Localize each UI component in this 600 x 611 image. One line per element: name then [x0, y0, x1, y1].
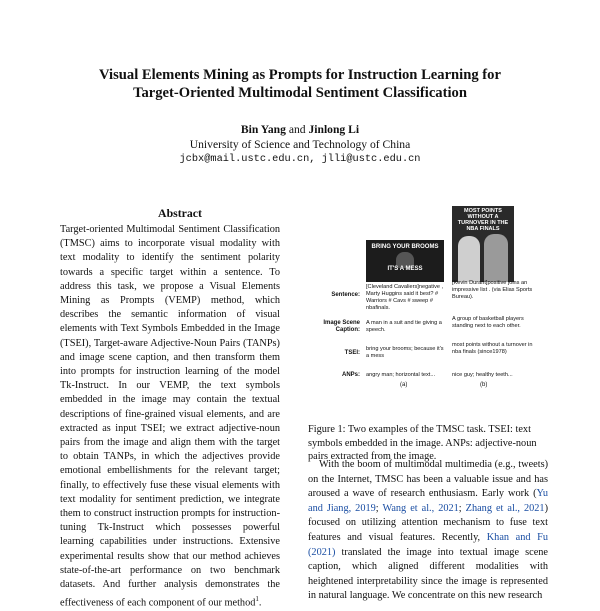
author-block [60, 122, 540, 167]
row-label-caption: Image Scene Caption: [323, 320, 360, 333]
citation-wang[interactable]: Wang et al., 2021 [382, 502, 459, 514]
cell-a-tsei: bring your brooms; because it's a mess [366, 346, 444, 359]
author-emails: jcbx@mail.ustc.edu.cn, jlli@ustc.edu.cn [179, 153, 421, 165]
subfigure-label-b: (b) [480, 382, 488, 388]
subfigure-label-a: (a) [400, 382, 408, 388]
abstract-heading: Abstract [158, 206, 202, 220]
affiliation: University of Science and Technology of China [189, 138, 411, 151]
body-text-2: ) focused on utilizing attention mechanism to fuse text features and visual features. Recently, [308, 502, 548, 543]
image-a-text-2: IT'S A MESS [387, 266, 423, 272]
cell-a-caption: A man in a suit and tie giving a speech. [366, 320, 442, 333]
abstract-text: Target-oriented Multimodal Sentiment Classification (TMSC) aims to incorporate visual modality with text modality to identify the sentiment polarity towards a specific target within a sentence. To address this task, we propose a Visual Elements Mining as Prompts (VEMP) method, which describes the semantic information of visual elements with Text Symbols Embedded in the Image (TSEI), Target-aware Adjective-Noun Pairs (TANPs) and image scene caption, and then transform them into prompts for instruction learning of the model Tk-Instruct. In our VEMP, the text symbols embedded in the image may contain the textual descriptions of fine-grained visual elements, and are extracted as input TSEI; we extract adjective-noun pairs from the image and align them with the target to obtain TANPs, in which the adjectives provide emotional embellishments for the relevant target; finally, to effectively fuse these visual elements with text modality for sentiment prediction, we integrate them to construct instruction prompts for instruction-tuning Tk-Instruct which possesses powerful learning capabilities under instructions. Extensive experimental results show that our method achieves state-of-the-art performance on two benchmark datasets. And further analysis demonstrates the effectiveness of each component of our method$^1$. [60, 224, 280, 609]
image-b-player-1 [458, 236, 480, 282]
example-image-a [366, 240, 444, 282]
author-and: and [288, 123, 306, 136]
title-line-1: Visual Elements Mining as Prompts for Instruction Learning for [99, 67, 501, 83]
image-b-header: MOST POINTS WITHOUT A TURNOVER IN THE NBA FINALS [457, 208, 509, 232]
figure-caption: Figure 1: Two examples of the TMSC task. TSEI: text symbols embedded in the image. ANPs: adjective-noun pairs extracted from the image. [308, 424, 537, 462]
title-line-2: Target-Oriented Multimodal Sentiment Classification [133, 85, 467, 101]
author-names [60, 122, 540, 137]
cell-b-sentence: [Kevin Durant]positive joins an impressive list . (via Elias Sports Bureau). [452, 280, 533, 300]
citation-yu-jiang[interactable]: Yu and Jiang, 2019 [308, 488, 548, 514]
abstract-body: Target-oriented Multimodal Sentiment Classification (TMSC) aims to incorporate visual modality with text modality to identify the sentiment polarity towards a specific target within a sentence. To address this task, we propose a Visual Elements Mining as Prompts (VEMP) method, which describes the semantic information of visual elements with Text Symbols Embedded in the Image (TSEI), Target-aware Adjective-Noun Pairs (TANPs) and image scene caption, and then transform them into prompts for instruction learning of the model Tk-Instruct. In our VEMP, the text symbols embedded in the image may contain the textual descriptions of fine-grained visual elements, and are extracted as input TSEI; we extract adjective-noun pairs from the image and align them with the target to obtain TANPs, in which the adjectives provide emotional embellishments for the relevant target; finally, to effectively fuse these visual elements with text modality for sentiment prediction, we integrate them to construct instruction prompts for instruction-tuning Tk-Instruct which possesses powerful learning capabilities under instructions. Extensive experimental results show that our method achieves state-of-the-art performance on two benchmark datasets. And further analysis demonstrates the effectiveness of each component of our method [60, 224, 280, 609]
body-sep-1: ; [375, 502, 383, 514]
intro-paragraph [308, 458, 548, 604]
author-1: Bin Yang [240, 123, 286, 136]
citation-khan-fu[interactable]: Khan and Fu (2021) [308, 531, 548, 558]
row-label-tsei: TSEI: [344, 350, 360, 356]
cell-b-tsei: most points without a turnover in nba finals (since1978) [452, 342, 533, 355]
body-text-3: translated the image into textual image scene caption, which aligned different modalities with heightened interpretability since the image is represented in natural language. We concentrate on this new research [308, 546, 548, 602]
footnote-mark: 1 [255, 595, 259, 604]
cell-a-sentence: [Cleveland Cavaliers]negative , Marty Huggins said it best? # Warriors # Cavs # sweep # nbafinals. [366, 284, 444, 311]
cell-a-anps: angry man; horizontal text... [366, 372, 436, 378]
paper-title [60, 66, 540, 102]
cell-b-caption: A group of basketball players standing next to each other. [452, 316, 524, 329]
author-2: Jinlong Li [308, 123, 360, 136]
row-label-anps: ANPs: [341, 372, 360, 378]
row-label-sentence: Sentence: [331, 292, 360, 298]
citation-zhang[interactable]: Zhang et al., 2021 [465, 502, 545, 514]
image-a-text-1: BRING YOUR BROOMS [371, 244, 439, 250]
figure-1 [316, 204, 544, 418]
cell-b-anps: nice guy; healthy teeth... [452, 372, 513, 378]
example-image-b [452, 206, 514, 282]
image-b-player-2 [484, 234, 508, 282]
body-sep-2: ; [458, 502, 466, 514]
body-text-1: With the boom of multimodal multimedia (e.g., tweets) on the Internet, TMSC has been a valuable issue and has aroused a wave of research enthusiasm. Early work ( [308, 459, 549, 500]
